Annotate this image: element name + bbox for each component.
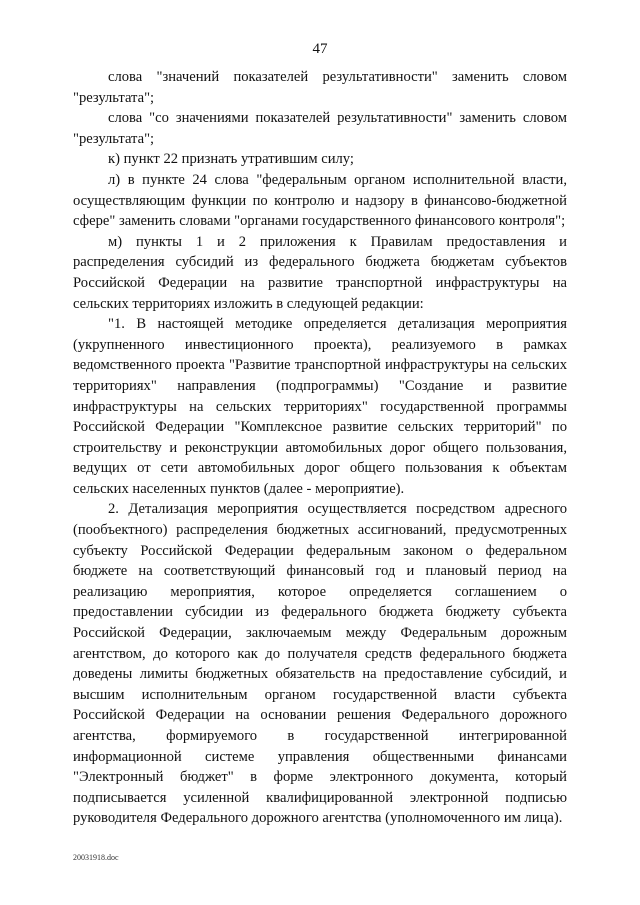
page-number: 47: [312, 41, 328, 57]
paragraph-item-m: м) пункты 1 и 2 приложения к Правилам предоставления и распределения субсидий из федерального бюджета бюджетам субъектов Российской Федерации на развитие транспортной инфраструктуры на сельских территориях изложить в следующей редакции:: [73, 233, 567, 312]
paragraph-words-with-indicators-values: слова "со значениями показателей результативности" заменить словом "результата";: [73, 110, 567, 147]
paragraph-methodology-point-2: 2. Детализация мероприятия осуществляется посредством адресного (пообъектного) распределения бюджетных ассигнований, предусмотренных субъекту Российской Федерации федеральным законом о федеральном бюджете на соответствующий финансовый год и плановый период на реализацию мероприятия, которое определяется соглашением о предоставлении субсидии из федерального бюджета бюджету субъекта Российской Федерации, заключаемым между Федеральным дорожным агентством, до которого как до получателя средств федерального бюджета доведены лимиты бюджетных обязательств на предоставление субсидий, и высшим исполнительным органом государственной власти субъекта Российской Федерации на основании решения Федерального дорожного агентства, формируемого в государственной интегрированной информационной системе управления общественными финансами "Электронный бюджет" в форме электронного документа, который подписывается усиленной квалифицированной электронной подписью руководителя Федерального дорожного агентства (уполномоченного им лица).: [73, 501, 567, 827]
document-footer-code: 20031918.doc: [73, 853, 119, 862]
paragraph-words-indicators-values: слова "значений показателей результативности" заменить словом "результата";: [73, 69, 567, 106]
paragraph-methodology-point-1: "1. В настоящей методике определяется детализация мероприятия (укрупненного инвестиционного проекта), реализуемого в рамках ведомственного проекта "Развитие транспортной инфраструктуры на сельских территориях" направления (подпрограммы) "Создание и развитие инфраструктуры на сельских территориях" государственной программы Российской Федерации "Комплексное развитие сельских территорий" по строительству и реконструкции автомобильных дорог общего пользования, ведущих от сети автомобильных дорог общего пользования к объектам сельских населенных пунктов (далее - мероприятие).: [73, 316, 567, 497]
paragraph-item-l: л) в пункте 24 слова "федеральным органом исполнительной власти, осуществляющим функции по контролю и надзору в финансово-бюджетной сфере" заменить словами "органами государственного финансового контроля";: [73, 171, 567, 230]
document-body: [73, 67, 567, 829]
paragraph-item-k: к) пункт 22 признать утратившим силу;: [108, 151, 354, 168]
